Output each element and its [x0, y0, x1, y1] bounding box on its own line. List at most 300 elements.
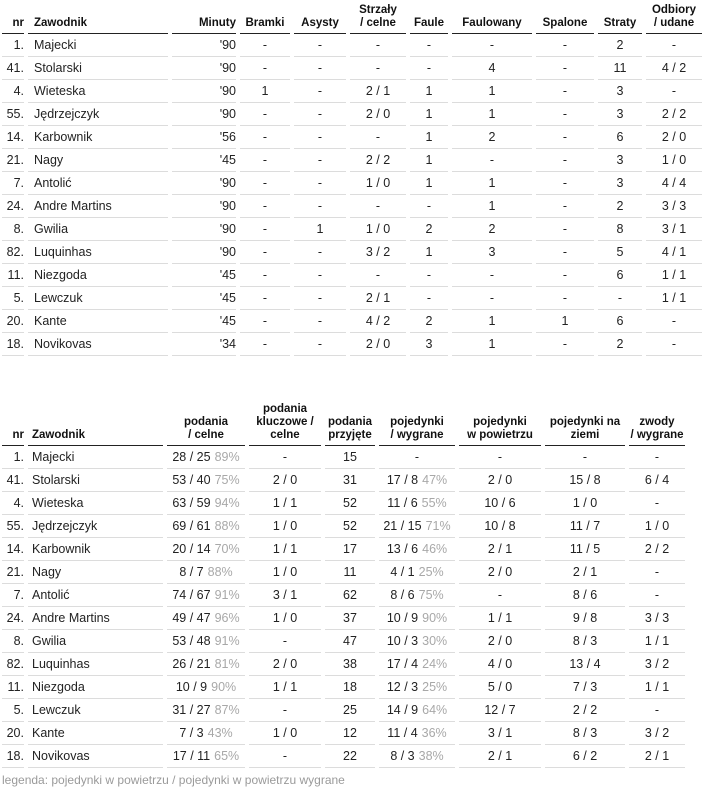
cell-goals: -: [240, 310, 290, 333]
cell-fouls: -: [410, 287, 448, 310]
cell-losses: 8: [598, 218, 642, 241]
cell-passes: [167, 607, 245, 630]
cell-key-passes: 1 / 1: [249, 676, 321, 699]
cell-nr: 18.: [2, 333, 24, 356]
cell-key-passes: 1 / 0: [249, 607, 321, 630]
cell-fouls: 1: [410, 149, 448, 172]
cell-received: 62: [325, 584, 375, 607]
cell-ground-duels: 15 / 8: [545, 469, 625, 492]
cell-fouls: 3: [410, 333, 448, 356]
cell-minutes: '45: [172, 149, 236, 172]
cell-player-name: Antolić: [28, 584, 163, 607]
cell-nr: 55.: [2, 103, 24, 126]
header-received: podania przyjęte: [325, 400, 375, 446]
cell-shots: 1 / 0: [350, 172, 406, 195]
cell-goals: -: [240, 264, 290, 287]
duels-win-rate: 75%: [418, 588, 444, 602]
passes-value: 28 / 25: [172, 450, 211, 464]
cell-shots: 2 / 0: [350, 333, 406, 356]
cell-fouls: 2: [410, 218, 448, 241]
cell-dribbles: -: [629, 446, 685, 469]
cell-player-name: Karbownik: [28, 538, 163, 561]
cell-nr: 1.: [2, 34, 24, 57]
cell-shots: 2 / 1: [350, 287, 406, 310]
cell-aerial-duels: 10 / 6: [459, 492, 541, 515]
cell-assists: -: [294, 333, 346, 356]
cell-recoveries: -: [646, 34, 702, 57]
cell-assists: -: [294, 149, 346, 172]
cell-dribbles: 2 / 1: [629, 745, 685, 768]
cell-ground-duels: 6 / 2: [545, 745, 625, 768]
cell-nr: 14.: [2, 538, 24, 561]
duels-value: 17 / 4: [386, 657, 419, 671]
table-row: [2, 103, 702, 126]
cell-nr: 5.: [2, 699, 24, 722]
cell-ground-duels: 7 / 3: [545, 676, 625, 699]
cell-key-passes: 1 / 1: [249, 492, 321, 515]
cell-fouled: 4: [452, 57, 532, 80]
cell-losses: 11: [598, 57, 642, 80]
cell-fouled: 1: [452, 172, 532, 195]
cell-player-name: Gwilia: [28, 218, 168, 241]
passes-value: 17 / 11: [172, 749, 211, 763]
cell-shots: 2 / 1: [350, 80, 406, 103]
cell-recoveries: -: [646, 310, 702, 333]
cell-passes: [167, 676, 245, 699]
cell-offsides: 1: [536, 310, 594, 333]
cell-minutes: '90: [172, 103, 236, 126]
cell-ground-duels: 8 / 3: [545, 722, 625, 745]
cell-player-name: Majecki: [28, 34, 168, 57]
cell-fouled: 2: [452, 218, 532, 241]
cell-aerial-duels: -: [459, 584, 541, 607]
cell-nr: 20.: [2, 310, 24, 333]
cell-nr: 8.: [2, 218, 24, 241]
cell-goals: -: [240, 241, 290, 264]
cell-player-name: Stolarski: [28, 57, 168, 80]
header-key-passes: podania kluczowe / celne: [249, 400, 321, 446]
match-stats-table: [0, 2, 706, 356]
table-row: [2, 492, 685, 515]
cell-player-name: Wieteska: [28, 492, 163, 515]
cell-goals: -: [240, 149, 290, 172]
cell-player-name: Majecki: [28, 446, 163, 469]
cell-fouled: -: [452, 34, 532, 57]
cell-player-name: Niezgoda: [28, 676, 163, 699]
cell-duels: [379, 653, 455, 676]
cell-passes: [167, 469, 245, 492]
duels-win-rate: 90%: [422, 611, 448, 625]
duels-value: 14 / 9: [386, 703, 419, 717]
cell-recoveries: 1 / 0: [646, 149, 702, 172]
cell-losses: 3: [598, 103, 642, 126]
cell-fouls: 1: [410, 103, 448, 126]
duels-value: 11 / 4: [387, 726, 418, 740]
cell-goals: 1: [240, 80, 290, 103]
cell-fouls: 1: [410, 80, 448, 103]
cell-recoveries: -: [646, 80, 702, 103]
duels-win-rate: 47%: [422, 473, 448, 487]
header-aerial-duels: pojedynki w powietrzu: [459, 400, 541, 446]
cell-player-name: Jędrzejczyk: [28, 515, 163, 538]
passes-value: 31 / 27: [172, 703, 211, 717]
passes-accuracy: 70%: [214, 542, 240, 556]
cell-duels: [379, 676, 455, 699]
cell-nr: 11.: [2, 264, 24, 287]
cell-fouled: 3: [452, 241, 532, 264]
cell-fouled: -: [452, 149, 532, 172]
passes-value: 53 / 40: [172, 473, 211, 487]
passes-value: 63 / 59: [172, 496, 211, 510]
table-row: [2, 722, 685, 745]
passes-value: 20 / 14: [172, 542, 211, 556]
table-row: [2, 745, 685, 768]
cell-player-name: Wieteska: [28, 80, 168, 103]
cell-shots: -: [350, 195, 406, 218]
cell-received: 31: [325, 469, 375, 492]
cell-fouled: 1: [452, 195, 532, 218]
cell-received: 25: [325, 699, 375, 722]
header-offsides: Spalone: [536, 2, 594, 34]
cell-received: 52: [325, 492, 375, 515]
table-row: [2, 287, 702, 310]
cell-minutes: '34: [172, 333, 236, 356]
cell-recoveries: 1 / 1: [646, 264, 702, 287]
cell-goals: -: [240, 333, 290, 356]
cell-ground-duels: 8 / 3: [545, 630, 625, 653]
passes-accuracy: 43%: [207, 726, 233, 740]
passes-accuracy: 65%: [214, 749, 240, 763]
cell-offsides: -: [536, 264, 594, 287]
table-row: [2, 172, 702, 195]
cell-dribbles: 1 / 0: [629, 515, 685, 538]
cell-assists: -: [294, 34, 346, 57]
cell-passes: [167, 538, 245, 561]
passes-accuracy: 89%: [214, 450, 240, 464]
cell-nr: 11.: [2, 676, 24, 699]
cell-player-name: Luquinhas: [28, 241, 168, 264]
passes-accuracy: 88%: [207, 565, 233, 579]
header-goals: Bramki: [240, 2, 290, 34]
cell-duels: [379, 584, 455, 607]
passes-accuracy: 75%: [214, 473, 240, 487]
duels-win-rate: 64%: [422, 703, 448, 717]
table-row: [2, 538, 685, 561]
cell-shots: 2 / 2: [350, 149, 406, 172]
cell-received: 17: [325, 538, 375, 561]
passes-accuracy: 91%: [214, 588, 240, 602]
cell-received: 15: [325, 446, 375, 469]
cell-offsides: -: [536, 333, 594, 356]
cell-assists: -: [294, 80, 346, 103]
table-row: [2, 446, 685, 469]
cell-duels: [379, 722, 455, 745]
cell-minutes: '90: [172, 80, 236, 103]
table-row: [2, 57, 702, 80]
cell-losses: 3: [598, 172, 642, 195]
duels-value: 11 / 6: [387, 496, 418, 510]
cell-duels: [379, 469, 455, 492]
duels-value: 8 / 3: [390, 749, 415, 763]
cell-goals: -: [240, 103, 290, 126]
cell-player-name: Niezgoda: [28, 264, 168, 287]
cell-nr: 7.: [2, 584, 24, 607]
cell-assists: -: [294, 310, 346, 333]
cell-offsides: -: [536, 287, 594, 310]
cell-offsides: -: [536, 103, 594, 126]
passing-duels-table: [0, 400, 689, 768]
table-row: [2, 126, 702, 149]
cell-goals: -: [240, 57, 290, 80]
cell-aerial-duels: 2 / 0: [459, 469, 541, 492]
table-row: [2, 80, 702, 103]
cell-nr: 41.: [2, 57, 24, 80]
cell-passes: [167, 722, 245, 745]
cell-fouls: 1: [410, 241, 448, 264]
cell-aerial-duels: 2 / 0: [459, 561, 541, 584]
cell-minutes: '90: [172, 218, 236, 241]
cell-dribbles: 3 / 2: [629, 653, 685, 676]
cell-aerial-duels: 2 / 1: [459, 745, 541, 768]
cell-player-name: Luquinhas: [28, 653, 163, 676]
passes-value: 10 / 9: [175, 680, 208, 694]
cell-nr: 24.: [2, 607, 24, 630]
cell-player-name: Kante: [28, 722, 163, 745]
cell-losses: 3: [598, 80, 642, 103]
cell-dribbles: 2 / 2: [629, 538, 685, 561]
cell-losses: 3: [598, 149, 642, 172]
cell-offsides: -: [536, 149, 594, 172]
cell-nr: 5.: [2, 287, 24, 310]
table-row: [2, 241, 702, 264]
cell-fouled: -: [452, 264, 532, 287]
cell-fouls: -: [410, 195, 448, 218]
passes-accuracy: 94%: [214, 496, 240, 510]
cell-losses: 2: [598, 34, 642, 57]
header-fouls: Faule: [410, 2, 448, 34]
cell-fouls: 2: [410, 310, 448, 333]
cell-dribbles: -: [629, 492, 685, 515]
cell-player-name: Karbownik: [28, 126, 168, 149]
cell-recoveries: 1 / 1: [646, 287, 702, 310]
cell-goals: -: [240, 195, 290, 218]
cell-fouls: -: [410, 34, 448, 57]
cell-minutes: '56: [172, 126, 236, 149]
cell-nr: 21.: [2, 149, 24, 172]
cell-goals: -: [240, 172, 290, 195]
header-fouled: Faulowany: [452, 2, 532, 34]
cell-duels: [379, 699, 455, 722]
cell-ground-duels: -: [545, 446, 625, 469]
duels-value: 12 / 3: [386, 680, 419, 694]
cell-recoveries: 4 / 2: [646, 57, 702, 80]
passes-accuracy: 87%: [214, 703, 240, 717]
cell-aerial-duels: 1 / 1: [459, 607, 541, 630]
cell-aerial-duels: 5 / 0: [459, 676, 541, 699]
cell-goals: -: [240, 34, 290, 57]
header-recoveries: Odbiory / udane: [646, 2, 702, 34]
cell-ground-duels: 13 / 4: [545, 653, 625, 676]
duels-win-rate: 55%: [421, 496, 447, 510]
cell-fouled: -: [452, 287, 532, 310]
cell-recoveries: 2 / 2: [646, 103, 702, 126]
cell-player-name: Nagy: [28, 561, 163, 584]
cell-dribbles: 3 / 2: [629, 722, 685, 745]
cell-nr: 7.: [2, 172, 24, 195]
duels-value: 10 / 9: [386, 611, 419, 625]
passes-accuracy: 96%: [214, 611, 240, 625]
cell-losses: 2: [598, 195, 642, 218]
cell-offsides: -: [536, 241, 594, 264]
table-row: [2, 264, 702, 287]
cell-dribbles: 6 / 4: [629, 469, 685, 492]
passes-accuracy: 91%: [214, 634, 240, 648]
table-row: [2, 584, 685, 607]
table-row: [2, 149, 702, 172]
cell-minutes: '90: [172, 241, 236, 264]
cell-goals: -: [240, 287, 290, 310]
header-passes: podania / celne: [167, 400, 245, 446]
cell-player-name: Gwilia: [28, 630, 163, 653]
cell-fouls: 1: [410, 172, 448, 195]
table-row: [2, 310, 702, 333]
cell-duels: [379, 561, 455, 584]
cell-goals: -: [240, 218, 290, 241]
passes-value: 7 / 3: [179, 726, 204, 740]
cell-ground-duels: 2 / 2: [545, 699, 625, 722]
duels-value: 21 / 15: [383, 519, 422, 533]
cell-offsides: -: [536, 126, 594, 149]
cell-key-passes: 1 / 0: [249, 722, 321, 745]
cell-received: 11: [325, 561, 375, 584]
table-row: [2, 676, 685, 699]
cell-key-passes: 1 / 0: [249, 515, 321, 538]
cell-fouled: 1: [452, 310, 532, 333]
cell-offsides: -: [536, 195, 594, 218]
cell-shots: 4 / 2: [350, 310, 406, 333]
cell-ground-duels: 11 / 5: [545, 538, 625, 561]
duels-value: 4 / 1: [390, 565, 415, 579]
cell-player-name: Lewczuk: [28, 699, 163, 722]
cell-duels: [379, 515, 455, 538]
cell-offsides: -: [536, 57, 594, 80]
duels-value: 8 / 6: [390, 588, 415, 602]
cell-recoveries: -: [646, 333, 702, 356]
cell-ground-duels: 8 / 6: [545, 584, 625, 607]
cell-dribbles: -: [629, 584, 685, 607]
cell-offsides: -: [536, 172, 594, 195]
header-ground-duels: pojedynki na ziemi: [545, 400, 625, 446]
header-assists: Asysty: [294, 2, 346, 34]
cell-minutes: '90: [172, 172, 236, 195]
cell-ground-duels: 11 / 7: [545, 515, 625, 538]
cell-nr: 18.: [2, 745, 24, 768]
cell-passes: [167, 561, 245, 584]
cell-nr: 21.: [2, 561, 24, 584]
passes-value: 26 / 21: [172, 657, 211, 671]
duels-win-rate: 24%: [422, 657, 448, 671]
passes-accuracy: 88%: [214, 519, 240, 533]
cell-duels: [379, 446, 455, 469]
cell-dribbles: -: [629, 699, 685, 722]
cell-recoveries: 3 / 1: [646, 218, 702, 241]
cell-recoveries: 2 / 0: [646, 126, 702, 149]
cell-passes: [167, 653, 245, 676]
table-row: [2, 561, 685, 584]
cell-received: 12: [325, 722, 375, 745]
cell-key-passes: -: [249, 630, 321, 653]
cell-aerial-duels: 3 / 1: [459, 722, 541, 745]
duels-win-rate: 38%: [418, 749, 444, 763]
cell-player-name: Novikovas: [28, 333, 168, 356]
cell-losses: 2: [598, 333, 642, 356]
cell-received: 22: [325, 745, 375, 768]
cell-key-passes: -: [249, 745, 321, 768]
cell-losses: -: [598, 287, 642, 310]
cell-dribbles: 3 / 3: [629, 607, 685, 630]
cell-dribbles: 1 / 1: [629, 676, 685, 699]
duels-value: 17 / 8: [386, 473, 419, 487]
cell-offsides: -: [536, 218, 594, 241]
cell-assists: -: [294, 57, 346, 80]
cell-key-passes: 1 / 0: [249, 561, 321, 584]
cell-player-name: Jędrzejczyk: [28, 103, 168, 126]
header-player: Zawodnik: [28, 400, 163, 446]
cell-player-name: Novikovas: [28, 745, 163, 768]
cell-duels: [379, 607, 455, 630]
cell-assists: -: [294, 287, 346, 310]
table-row: [2, 607, 685, 630]
table-row: [2, 653, 685, 676]
cell-minutes: '90: [172, 195, 236, 218]
cell-passes: [167, 745, 245, 768]
cell-aerial-duels: 2 / 1: [459, 538, 541, 561]
cell-minutes: '90: [172, 34, 236, 57]
duels-win-rate: 25%: [422, 680, 448, 694]
cell-assists: -: [294, 264, 346, 287]
cell-assists: -: [294, 172, 346, 195]
cell-player-name: Lewczuk: [28, 287, 168, 310]
cell-losses: 5: [598, 241, 642, 264]
cell-recoveries: 4 / 4: [646, 172, 702, 195]
cell-ground-duels: 1 / 0: [545, 492, 625, 515]
cell-nr: 82.: [2, 241, 24, 264]
cell-shots: -: [350, 57, 406, 80]
passes-accuracy: 90%: [211, 680, 237, 694]
cell-offsides: -: [536, 34, 594, 57]
header-shots: Strzały / celne: [350, 2, 406, 34]
cell-key-passes: 3 / 1: [249, 584, 321, 607]
cell-nr: 14.: [2, 126, 24, 149]
cell-nr: 1.: [2, 446, 24, 469]
table-header-row: [2, 400, 685, 446]
cell-player-name: Andre Martins: [28, 195, 168, 218]
cell-losses: 6: [598, 126, 642, 149]
cell-received: 37: [325, 607, 375, 630]
cell-key-passes: 2 / 0: [249, 653, 321, 676]
cell-player-name: Antolić: [28, 172, 168, 195]
cell-passes: [167, 515, 245, 538]
duels-win-rate: 25%: [418, 565, 444, 579]
cell-fouled: 2: [452, 126, 532, 149]
passes-value: 8 / 7: [179, 565, 204, 579]
cell-shots: 2 / 0: [350, 103, 406, 126]
cell-recoveries: 4 / 1: [646, 241, 702, 264]
header-minutes: Minuty: [172, 2, 236, 34]
cell-shots: -: [350, 126, 406, 149]
cell-dribbles: 1 / 1: [629, 630, 685, 653]
cell-fouled: 1: [452, 103, 532, 126]
